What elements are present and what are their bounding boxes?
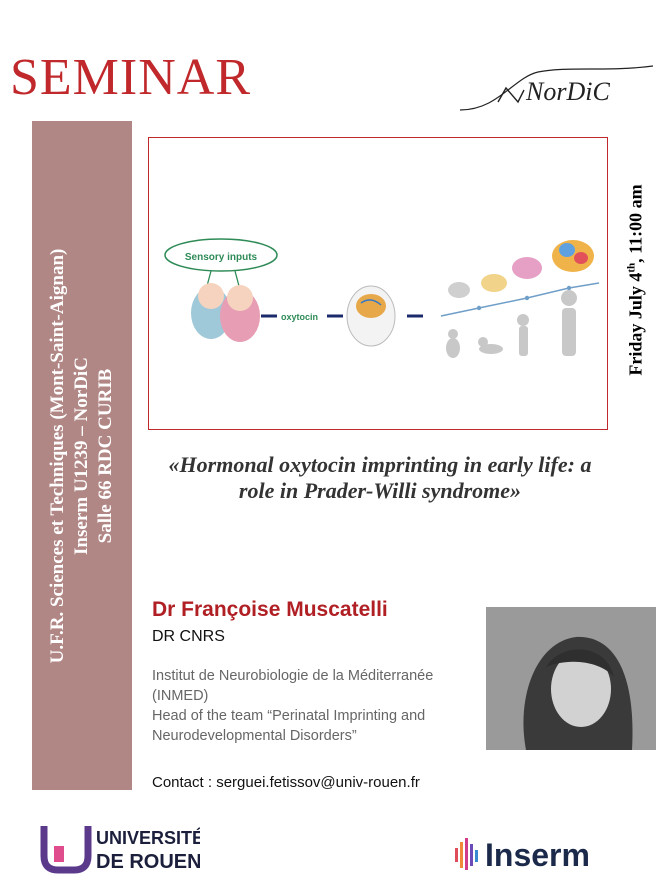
univ-line-2: DE ROUEN bbox=[96, 851, 200, 873]
affiliation-line: (INMED) bbox=[152, 688, 209, 704]
venue-line-1: U.F.R. Sciences et Techniques (Mont-Saint-Aignan) bbox=[47, 248, 68, 663]
sensory-label: Sensory inputs bbox=[184, 252, 258, 263]
child-silhouettes bbox=[446, 290, 577, 358]
speaker-name: Dr Françoise Muscatelli bbox=[152, 598, 388, 621]
figure-frame bbox=[148, 137, 608, 430]
oxytocin-label: oxytocin bbox=[281, 312, 319, 322]
contact-label: Contact : bbox=[152, 774, 213, 791]
affiliation-line: Neurodevelopmental Disorders” bbox=[152, 728, 357, 744]
nordic-logo bbox=[458, 58, 658, 118]
date-box bbox=[616, 140, 656, 420]
venue-line-2: Inserm U1239 – NorDiC bbox=[71, 356, 92, 555]
univ-line-1: UNIVERSITÉ bbox=[96, 828, 200, 848]
seminar-date: Friday July 4th, 11:00 am bbox=[625, 184, 646, 376]
speaker-title: DR CNRS bbox=[152, 628, 225, 645]
talk-title: «Hormonal oxytocin imprinting in early life: a role in Prader-Willi syndrome» bbox=[168, 452, 592, 503]
affiliation-line: Head of the team “Perinatal Imprinting and bbox=[152, 708, 426, 724]
inserm-logo bbox=[455, 834, 645, 874]
head-brain-icon bbox=[347, 286, 395, 346]
brain-icons bbox=[448, 240, 594, 298]
contact-email[interactable]: serguei.fetissov@univ-rouen.fr bbox=[216, 774, 420, 791]
venue-band bbox=[32, 121, 132, 790]
nordic-logo-text: NorDiC bbox=[526, 77, 610, 106]
universite-de-rouen-logo bbox=[40, 822, 200, 874]
oxytocin-figure bbox=[149, 138, 606, 428]
affiliation-line: Institut de Neurobiologie de la Méditerranée bbox=[152, 668, 434, 684]
seminar-title: SEMINAR bbox=[10, 49, 252, 106]
inserm-text: Inserm bbox=[485, 837, 590, 873]
contact-line bbox=[152, 774, 420, 791]
speaker-photo bbox=[486, 607, 656, 750]
venue-line-3: Salle 66 RDC CURIB bbox=[95, 368, 116, 543]
babies-icon bbox=[191, 283, 260, 342]
